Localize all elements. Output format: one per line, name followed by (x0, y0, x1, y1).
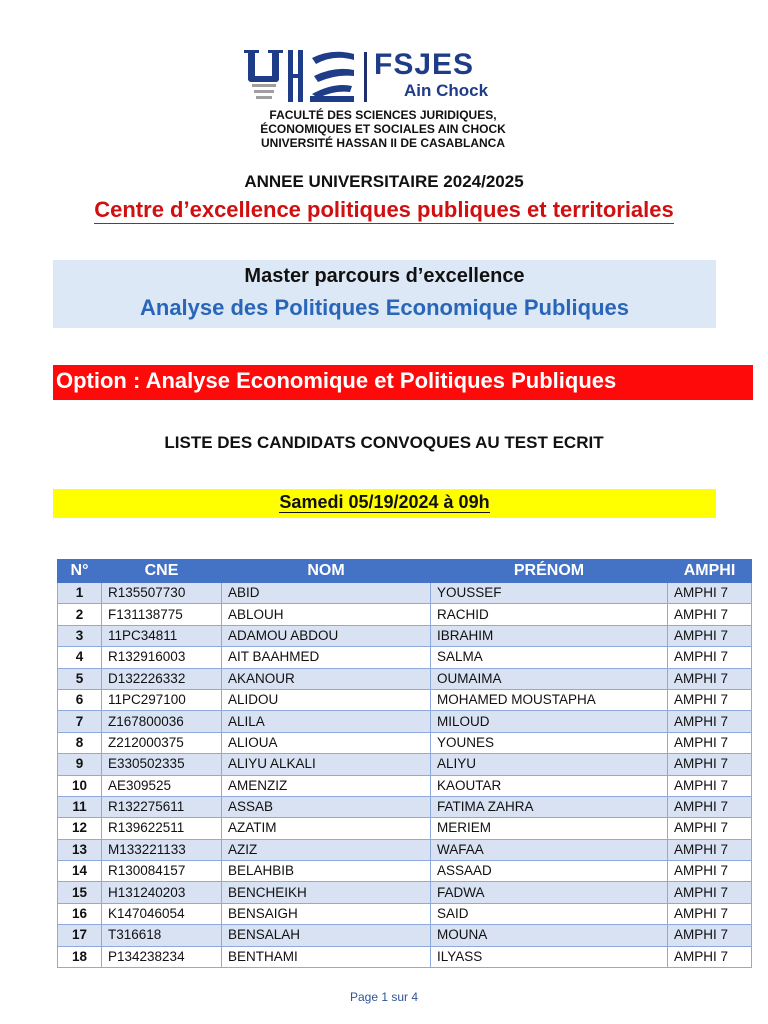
cell-prenom: IBRAHIM (431, 625, 668, 646)
cell-number: 6 (58, 689, 102, 710)
faculty-line-2: ÉCONOMIQUES ET SOCIALES AIN CHOCK (260, 122, 506, 136)
cell-cne: R132916003 (102, 647, 222, 668)
table-row (58, 861, 752, 882)
centre-title (0, 197, 768, 223)
table-row (58, 796, 752, 817)
table-row (58, 946, 752, 967)
cell-prenom: FATIMA ZAHRA (431, 796, 668, 817)
cell-number: 15 (58, 882, 102, 903)
table-row (58, 689, 752, 710)
master-banner (53, 260, 716, 328)
centre-title-text: Centre d’excellence politiques publiques et territoriales (94, 197, 674, 222)
cell-number: 13 (58, 839, 102, 860)
cell-number: 11 (58, 796, 102, 817)
cell-amphi: AMPHI 7 (668, 818, 752, 839)
cell-cne: P134238234 (102, 946, 222, 967)
exam-date-banner (53, 489, 716, 518)
cell-nom: ALIOUA (222, 732, 431, 753)
academic-year: ANNEE UNIVERSITAIRE 2024/2025 (244, 172, 524, 191)
cell-amphi: AMPHI 7 (668, 946, 752, 967)
cell-number: 9 (58, 754, 102, 775)
cell-number: 3 (58, 625, 102, 646)
cell-amphi: AMPHI 7 (668, 796, 752, 817)
cell-amphi: AMPHI 7 (668, 604, 752, 625)
faculty-logo (238, 48, 538, 152)
cell-number: 16 (58, 903, 102, 924)
cell-nom: AZATIM (222, 818, 431, 839)
cell-number: 7 (58, 711, 102, 732)
cell-cne: R132275611 (102, 796, 222, 817)
cell-cne: K147046054 (102, 903, 222, 924)
table-row (58, 583, 752, 604)
header-amphi: AMPHI (668, 560, 752, 583)
cell-amphi: AMPHI 7 (668, 754, 752, 775)
option-banner (53, 365, 753, 400)
logo-divider (364, 52, 367, 102)
cell-prenom: ALIYU (431, 754, 668, 775)
cell-amphi: AMPHI 7 (668, 903, 752, 924)
cell-number: 8 (58, 732, 102, 753)
cell-cne: Z167800036 (102, 711, 222, 732)
table-row (58, 839, 752, 860)
cell-prenom: ILYASS (431, 946, 668, 967)
cell-nom: AZIZ (222, 839, 431, 860)
cell-nom: ABID (222, 583, 431, 604)
cell-cne: R130084157 (102, 861, 222, 882)
master-subtitle: Analyse des Politiques Economique Publiques (140, 295, 629, 320)
cell-amphi: AMPHI 7 (668, 689, 752, 710)
cell-amphi: AMPHI 7 (668, 711, 752, 732)
cell-nom: ABLOUH (222, 604, 431, 625)
cell-number: 17 (58, 925, 102, 946)
header-number: N° (58, 560, 102, 583)
cell-prenom: SALMA (431, 647, 668, 668)
header-cne: CNE (102, 560, 222, 583)
page-footer: Page 1 sur 4 (349, 990, 419, 1004)
cell-cne: M133221133 (102, 839, 222, 860)
table-body (58, 583, 752, 968)
cell-amphi: AMPHI 7 (668, 647, 752, 668)
cell-prenom: ASSAAD (431, 861, 668, 882)
cell-amphi: AMPHI 7 (668, 882, 752, 903)
cell-amphi: AMPHI 7 (668, 732, 752, 753)
cell-amphi: AMPHI 7 (668, 839, 752, 860)
table-row (58, 818, 752, 839)
cell-prenom: YOUSSEF (431, 583, 668, 604)
cell-prenom: SAID (431, 903, 668, 924)
cell-prenom: YOUNES (431, 732, 668, 753)
logo-subtitle: Ain Chock (404, 81, 489, 100)
cell-amphi: AMPHI 7 (668, 583, 752, 604)
cell-number: 2 (58, 604, 102, 625)
cell-number: 5 (58, 668, 102, 689)
faculty-line-1: FACULTÉ DES SCIENCES JURIDIQUES, (269, 108, 497, 122)
cell-cne: D132226332 (102, 668, 222, 689)
table-row (58, 882, 752, 903)
cell-prenom: MERIEM (431, 818, 668, 839)
cell-nom: BENTHAMI (222, 946, 431, 967)
exam-date-text: Samedi 05/19/2024 à 09h (279, 492, 490, 512)
cell-number: 4 (58, 647, 102, 668)
table-row (58, 647, 752, 668)
table-row (58, 711, 752, 732)
cell-prenom: WAFAA (431, 839, 668, 860)
cell-nom: BENCHEIKH (222, 882, 431, 903)
cell-cne: R135507730 (102, 583, 222, 604)
table-row (58, 925, 752, 946)
list-title: LISTE DES CANDIDATS CONVOQUES AU TEST ECRIT (164, 433, 604, 452)
cell-number: 14 (58, 861, 102, 882)
faculty-line-3: UNIVERSITÉ HASSAN II DE CASABLANCA (260, 136, 506, 150)
table-row (58, 625, 752, 646)
cell-nom: BENSAIGH (222, 903, 431, 924)
university-logo-icon (242, 48, 360, 104)
cell-prenom: MILOUD (431, 711, 668, 732)
table-row (58, 604, 752, 625)
master-title: Master parcours d’excellence (244, 265, 525, 287)
cell-amphi: AMPHI 7 (668, 861, 752, 882)
table-row (58, 775, 752, 796)
cell-nom: AIT BAAHMED (222, 647, 431, 668)
cell-number: 1 (58, 583, 102, 604)
cell-prenom: FADWA (431, 882, 668, 903)
cell-prenom: KAOUTAR (431, 775, 668, 796)
cell-nom: BELAHBIB (222, 861, 431, 882)
table-row (58, 903, 752, 924)
cell-cne: E330502335 (102, 754, 222, 775)
option-text: Option : Analyse Economique et Politiques Publiques (56, 368, 617, 393)
table-header-row (58, 560, 752, 583)
cell-cne: H131240203 (102, 882, 222, 903)
table-row (58, 732, 752, 753)
table-row (58, 668, 752, 689)
header-prenom: PRÉNOM (431, 560, 668, 583)
cell-prenom: MOHAMED MOUSTAPHA (431, 689, 668, 710)
cell-nom: ALIYU ALKALI (222, 754, 431, 775)
faculty-name (238, 108, 528, 150)
cell-prenom: MOUNA (431, 925, 668, 946)
cell-prenom: RACHID (431, 604, 668, 625)
cell-cne: 11PC297100 (102, 689, 222, 710)
cell-amphi: AMPHI 7 (668, 668, 752, 689)
logo-brand: FSJES (374, 48, 475, 81)
cell-nom: ASSAB (222, 796, 431, 817)
cell-number: 12 (58, 818, 102, 839)
cell-amphi: AMPHI 7 (668, 925, 752, 946)
cell-cne: Z212000375 (102, 732, 222, 753)
cell-cne: T316618 (102, 925, 222, 946)
cell-cne: 11PC34811 (102, 625, 222, 646)
table-row (58, 754, 752, 775)
cell-nom: AMENZIZ (222, 775, 431, 796)
exam-date (53, 492, 716, 513)
cell-nom: BENSALAH (222, 925, 431, 946)
cell-amphi: AMPHI 7 (668, 625, 752, 646)
cell-nom: ALIDOU (222, 689, 431, 710)
cell-number: 18 (58, 946, 102, 967)
cell-nom: AKANOUR (222, 668, 431, 689)
cell-amphi: AMPHI 7 (668, 775, 752, 796)
cell-prenom: OUMAIMA (431, 668, 668, 689)
candidates-table (57, 559, 752, 968)
cell-nom: ALILA (222, 711, 431, 732)
cell-cne: R139622511 (102, 818, 222, 839)
header-nom: NOM (222, 560, 431, 583)
cell-nom: ADAMOU ABDOU (222, 625, 431, 646)
cell-cne: F131138775 (102, 604, 222, 625)
cell-number: 10 (58, 775, 102, 796)
cell-cne: AE309525 (102, 775, 222, 796)
